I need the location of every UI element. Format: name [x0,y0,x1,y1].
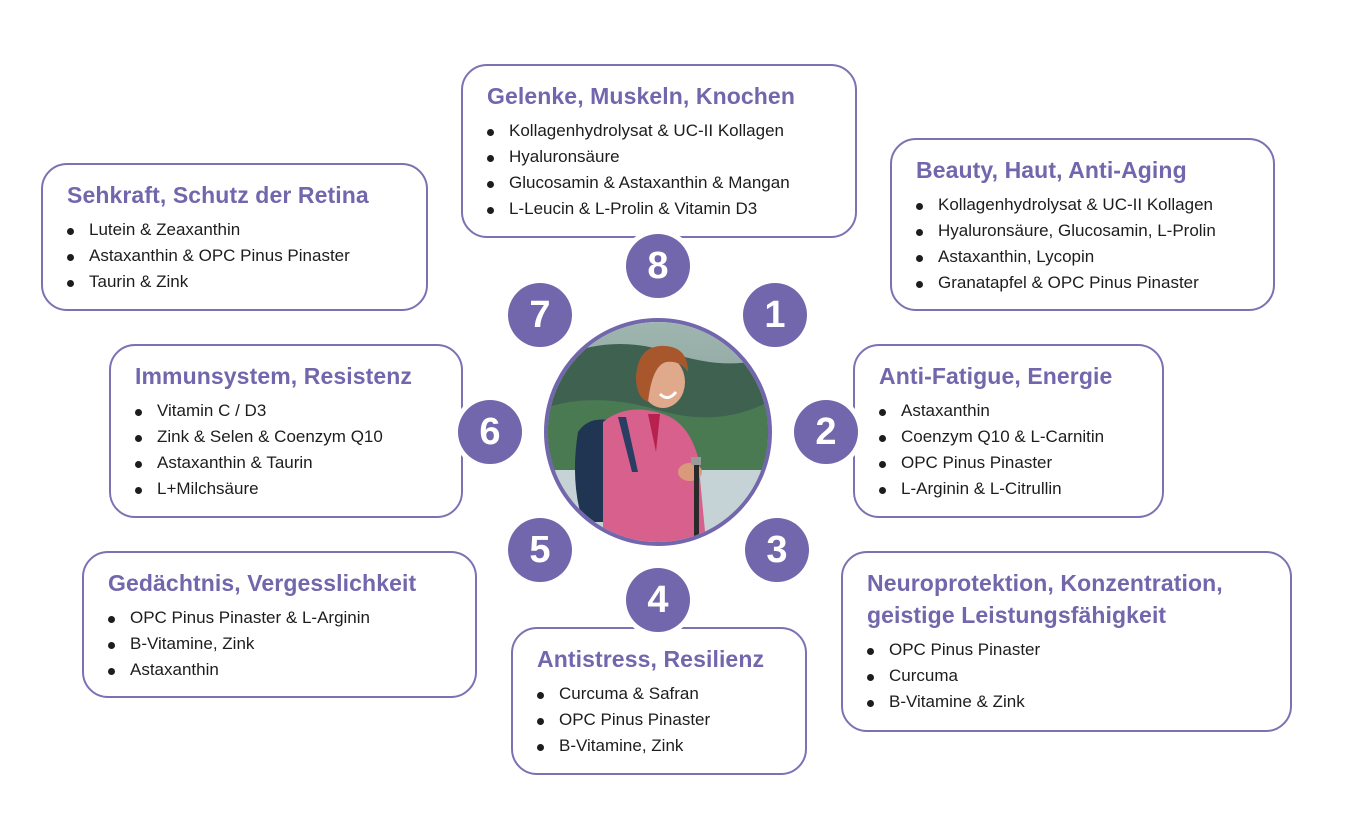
category-box-7 [41,163,428,311]
center-photo [544,318,772,546]
ingredient-list [867,637,1270,715]
category-title-line1: Neuroprotektion, Konzentration, [867,570,1223,596]
category-box-4 [511,627,807,775]
ingredient-item: Zink & Selen & Coenzym Q10 [135,424,441,450]
ingredient-list [67,217,406,295]
ingredient-item: Kollagenhydrolysat & UC-II Kollagen [916,192,1253,218]
ingredient-item: Astaxanthin, Lycopin [916,244,1253,270]
category-box-5 [82,551,477,698]
ingredient-item: Astaxanthin & OPC Pinus Pinaster [67,243,406,269]
ingredient-item: Hyaluronsäure [487,144,835,170]
ingredient-item: Vitamin C / D3 [135,398,441,424]
ingredient-item: OPC Pinus Pinaster & L-Arginin [108,605,455,631]
ingredient-item: Hyaluronsäure, Glucosamin, L-Prolin [916,218,1253,244]
ingredient-list [916,192,1253,296]
ingredient-item: L-Leucin & L-Prolin & Vitamin D3 [487,196,835,222]
ingredient-item: Kollagenhydrolysat & UC-II Kollagen [487,118,835,144]
ingredient-item: OPC Pinus Pinaster [867,637,1270,663]
ingredient-list [108,605,455,683]
hiker-woman-image [548,322,768,542]
ingredient-item: Astaxanthin & Taurin [135,450,441,476]
ingredient-item: L+Milchsäure [135,476,441,502]
ingredient-list [879,398,1142,502]
ingredient-item: Taurin & Zink [67,269,406,295]
category-number-3: 3 [745,518,809,582]
category-number-8: 8 [626,234,690,298]
category-number-4: 4 [626,568,690,632]
ingredient-item: OPC Pinus Pinaster [537,707,785,733]
ingredient-item: Coenzym Q10 & L-Carnitin [879,424,1142,450]
ingredient-item: L-Arginin & L-Citrullin [879,476,1142,502]
ingredient-item: Curcuma & Safran [537,681,785,707]
ingredient-item: B-Vitamine, Zink [537,733,785,759]
category-title: Gedächtnis, Vergesslichkeit [108,570,417,596]
ingredient-item: Granatapfel & OPC Pinus Pinaster [916,270,1253,296]
category-number-5: 5 [508,518,572,582]
category-title: Gelenke, Muskeln, Knochen [487,83,795,109]
ingredient-list [487,118,835,222]
category-title: Anti-Fatigue, Energie [879,363,1113,389]
ingredient-item: B-Vitamine & Zink [867,689,1270,715]
ingredient-item: Astaxanthin [879,398,1142,424]
category-box-6 [109,344,463,518]
category-number-1: 1 [743,283,807,347]
category-box-1 [890,138,1275,311]
ingredient-item: Astaxanthin [108,657,455,683]
ingredient-list [537,681,785,759]
category-number-7: 7 [508,283,572,347]
category-title: Beauty, Haut, Anti-Aging [916,157,1187,183]
ingredient-item: B-Vitamine, Zink [108,631,455,657]
ingredient-item: OPC Pinus Pinaster [879,450,1142,476]
category-title: Sehkraft, Schutz der Retina [67,182,369,208]
category-title: Antistress, Resilienz [537,646,765,672]
category-title-line2: geistige Leistungsfähigkeit [867,602,1167,628]
category-box-8 [461,64,857,238]
category-title: Immunsystem, Resistenz [135,363,413,389]
category-box-2 [853,344,1164,518]
ingredient-item: Curcuma [867,663,1270,689]
ingredient-item: Glucosamin & Astaxanthin & Mangan [487,170,835,196]
ingredient-list [135,398,441,502]
ingredient-item: Lutein & Zeaxanthin [67,217,406,243]
category-number-6: 6 [458,400,522,464]
category-number-2: 2 [794,400,858,464]
category-box-3 [841,551,1292,732]
